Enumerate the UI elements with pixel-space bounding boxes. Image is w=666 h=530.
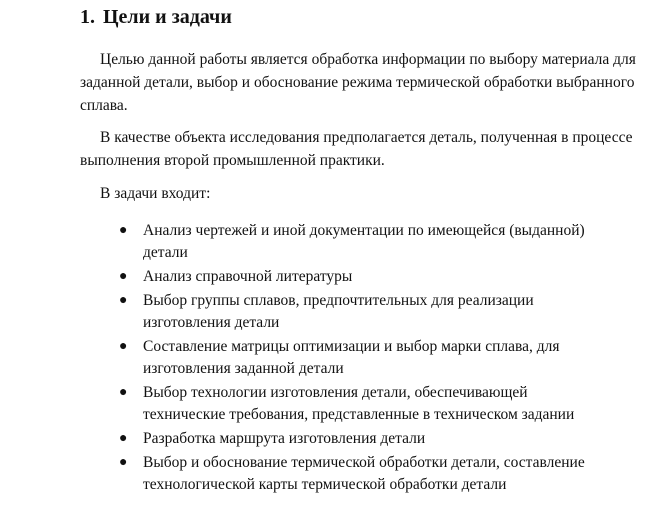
list-item-text: Анализ чертежей и иной документации по имеющейся (выданной) детали — [143, 222, 585, 261]
list-item — [0, 336, 613, 380]
list-item — [0, 266, 613, 288]
section-heading — [80, 4, 232, 30]
list-item-text: Выбор технологии изготовления детали, обеспечивающей технические требования, представленные в техническом задании — [143, 384, 575, 423]
bullet-icon: ● — [119, 385, 128, 400]
list-item — [0, 290, 613, 334]
list-item-text: Разработка маршрута изготовления детали — [143, 430, 426, 447]
bullet-icon: ● — [119, 269, 128, 284]
list-item — [0, 452, 613, 496]
bullet-icon: ● — [119, 293, 128, 308]
list-item-text: Составление матрицы оптимизации и выбор марки сплава, для изготовления заданной детали — [143, 338, 560, 377]
list-item — [0, 220, 613, 264]
section-number: 1. — [80, 6, 95, 28]
paragraph-tasks-intro: В задачи входит: — [100, 185, 211, 202]
list-item — [0, 428, 613, 450]
paragraph-goal: Целью данной работы является обработка информации по выбору материала для заданной детали, выбор и обоснование режима термической обработки выбранного сплава. — [80, 51, 636, 114]
task-list — [0, 220, 666, 498]
paragraph-object: В качестве объекта исследования предполагается деталь, полученная в процессе выполнения второй промышленной практики. — [80, 129, 633, 169]
bullet-icon: ● — [119, 431, 128, 446]
list-item-text: Выбор и обоснование термической обработки детали, составление технологической карты термической обработки детали — [143, 454, 585, 493]
bullet-icon: ● — [119, 455, 128, 470]
bullet-icon: ● — [119, 339, 128, 354]
section-title: Цели и задачи — [103, 6, 232, 28]
list-item-text: Анализ справочной литературы — [143, 268, 353, 285]
list-item-text: Выбор группы сплавов, предпочтительных для реализации изготовления детали — [143, 292, 534, 331]
list-item — [0, 382, 613, 426]
bullet-icon: ● — [119, 223, 128, 238]
